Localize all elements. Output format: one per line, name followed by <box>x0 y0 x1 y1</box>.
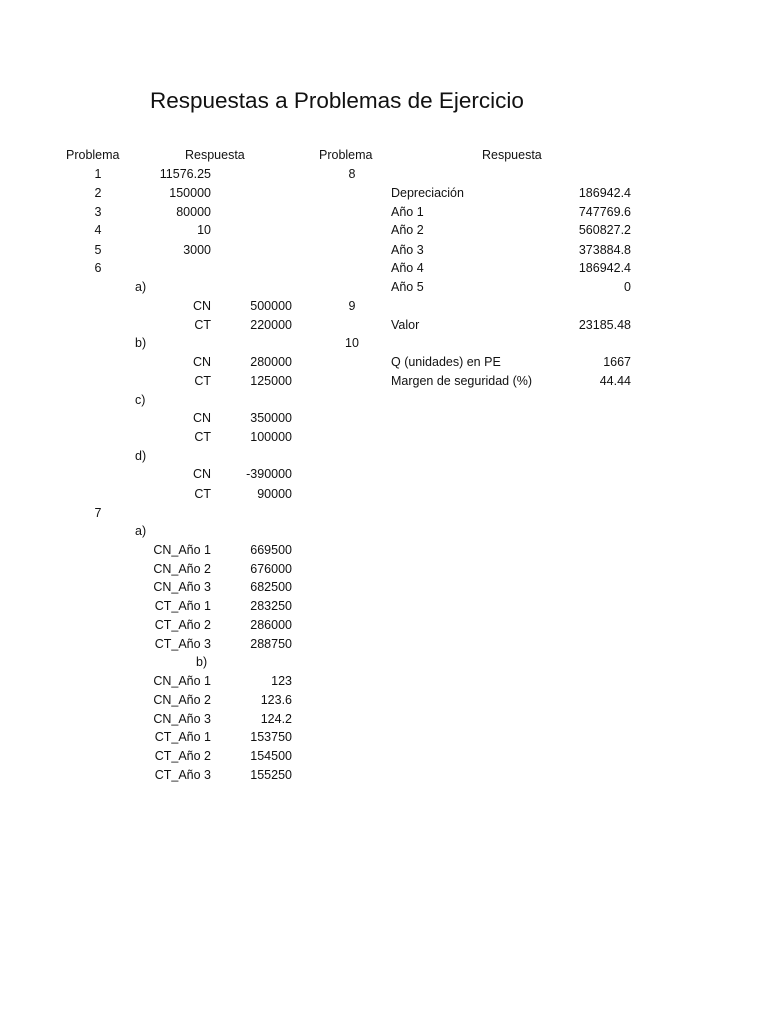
header-problema: Problema <box>66 148 120 162</box>
row-label: CT_Año 1 <box>154 730 211 744</box>
row-label: CT_Año 2 <box>154 749 211 763</box>
row-label: CN_Año 3 <box>153 712 211 726</box>
row-value: 1667 <box>603 355 631 369</box>
problem-number: 5 <box>94 243 102 257</box>
row-label: Año 2 <box>391 223 424 237</box>
answer-value: 3000 <box>183 243 211 257</box>
row-value: 682500 <box>250 580 292 594</box>
row-value: 23185.48 <box>578 318 631 332</box>
row-value: 286000 <box>250 618 292 632</box>
row-value: 186942.4 <box>578 261 631 275</box>
problem-number: 1 <box>94 167 102 181</box>
answer-value: 80000 <box>176 205 211 219</box>
row-label: CN_Año 2 <box>153 693 211 707</box>
problem-number: 9 <box>348 299 356 313</box>
row-value: 153750 <box>250 730 292 744</box>
row-label: CT <box>194 487 211 501</box>
row-value: 280000 <box>250 355 292 369</box>
row-value: 125000 <box>250 374 292 388</box>
answer-value: 10 <box>197 223 211 237</box>
row-label: Margen de seguridad (%) <box>391 374 533 388</box>
problem-number: 2 <box>94 186 102 200</box>
row-label: Valor <box>391 318 420 332</box>
problem-number: 4 <box>94 223 102 237</box>
row-value: 560827.2 <box>578 223 631 237</box>
row-label: CN <box>192 467 211 481</box>
header-respuesta: Respuesta <box>482 148 542 162</box>
row-label: CN <box>192 299 211 313</box>
problem-number: 7 <box>94 506 102 520</box>
row-label: Año 3 <box>391 243 424 257</box>
sub-part-label: b) <box>135 336 147 350</box>
answer-value: 11576.25 <box>159 167 211 181</box>
row-label: CN <box>192 355 211 369</box>
row-value: 123.6 <box>260 693 292 707</box>
row-label: CN_Año 3 <box>153 580 211 594</box>
page-title: Respuestas a Problemas de Ejercicio <box>150 88 524 113</box>
problem-number: 8 <box>348 167 356 181</box>
answer-value: 150000 <box>169 186 211 200</box>
row-label: CN_Año 2 <box>153 562 211 576</box>
row-value: 186942.4 <box>578 186 631 200</box>
row-label: CN <box>192 411 211 425</box>
row-value: -390000 <box>246 467 292 481</box>
sub-part-label: b) <box>196 655 208 669</box>
row-value: 288750 <box>250 637 292 651</box>
row-label: Q (unidades) en PE <box>391 355 501 369</box>
row-label: CT_Año 3 <box>154 637 211 651</box>
row-label: CN_Año 1 <box>153 543 211 557</box>
row-value: 154500 <box>250 749 292 763</box>
row-value: 123 <box>271 674 292 688</box>
header-problema: Problema <box>319 148 373 162</box>
row-value: 500000 <box>250 299 292 313</box>
problem-number: 3 <box>94 205 102 219</box>
row-label: CN_Año 1 <box>153 674 211 688</box>
problem-number: 6 <box>94 261 102 275</box>
row-value: 350000 <box>250 411 292 425</box>
row-value: 747769.6 <box>578 205 631 219</box>
row-label: CT_Año 1 <box>154 599 211 613</box>
row-value: 283250 <box>250 599 292 613</box>
row-value: 100000 <box>250 430 292 444</box>
row-label: CT <box>194 374 211 388</box>
row-value: 676000 <box>250 562 292 576</box>
header-respuesta: Respuesta <box>185 148 245 162</box>
row-label: Año 5 <box>391 280 424 294</box>
sub-part-label: d) <box>135 449 147 463</box>
row-label: CT <box>194 318 211 332</box>
row-label: Año 1 <box>391 205 424 219</box>
row-value: 373884.8 <box>578 243 631 257</box>
sub-part-label: a) <box>135 524 147 538</box>
sub-part-label: a) <box>135 280 147 294</box>
sub-part-label: c) <box>135 393 146 407</box>
row-value: 0 <box>624 280 631 294</box>
row-value: 44.44 <box>599 374 631 388</box>
row-label: CT_Año 3 <box>154 768 211 782</box>
row-value: 90000 <box>257 487 292 501</box>
row-value: 669500 <box>250 543 292 557</box>
row-label: CT_Año 2 <box>154 618 211 632</box>
row-label: CT <box>194 430 211 444</box>
row-label: Año 4 <box>391 261 424 275</box>
problem-number: 10 <box>345 336 359 350</box>
row-label: Depreciación <box>391 186 464 200</box>
row-value: 155250 <box>250 768 292 782</box>
row-value: 124.2 <box>260 712 292 726</box>
row-value: 220000 <box>250 318 292 332</box>
